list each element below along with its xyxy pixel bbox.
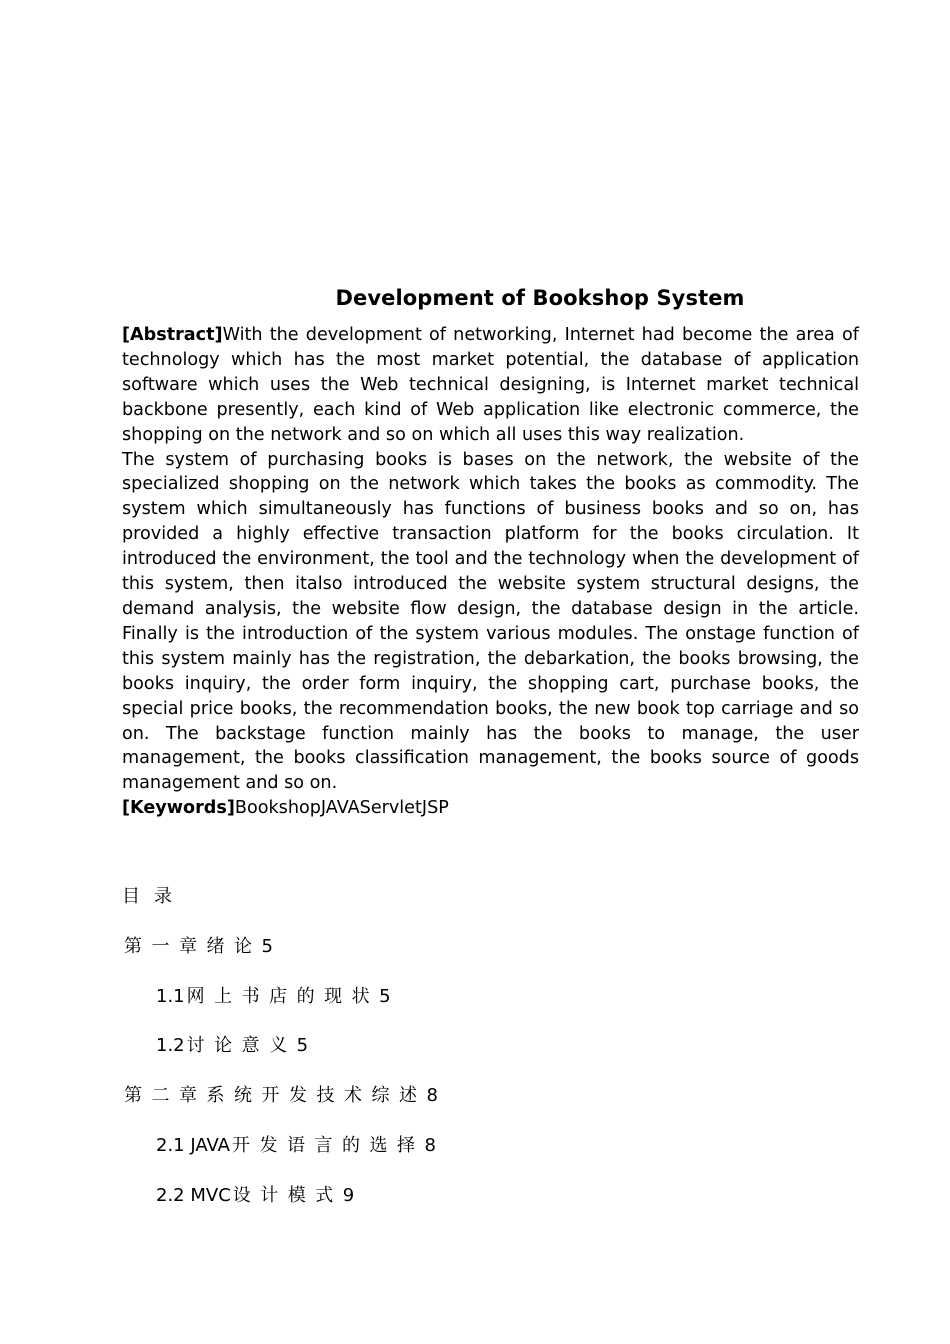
abstract-paragraph-2: The system of purchasing books is bases on the network, the website of the specialized shopping on the network which takes the books as commodity. The system which simultaneously has functions of business books and so on, has provided a highly effective transaction platform for the books circulation. It introduced the environment, the tool and the technology when the development of this system, then italso introduced the website system structural designs, the demand analysis, the website flow design, the database design in the article. Finally is the introduction of the system various modules. The onstage function of this system mainly has the registration, the debarkation, the books browsing, the books inquiry, the order form inquiry, the shopping cart, purchase books, the special price books, the recommendation books, the new book top carriage and so on. The backstage function mainly has the books to manage, the user management, the books classification management, the books source of goods management and so on. [122, 449, 859, 794]
toc-entry-1-1[interactable] [156, 984, 391, 1010]
toc-entry-2-1[interactable] [156, 1133, 436, 1159]
toc-entry-page: 5 [379, 986, 391, 1007]
toc-heading: 目录 [122, 886, 186, 907]
toc-entry-number: 1.2 [156, 1035, 185, 1056]
abstract-label: [Abstract] [122, 325, 223, 345]
toc-entry-chapter-1[interactable] [122, 934, 273, 960]
document-title: Development of Bookshop System [335, 286, 745, 310]
toc-entry-page: 8 [426, 1085, 438, 1106]
keywords-value: BookshopJAVAServletJSP [234, 798, 449, 819]
abstract-paragraph-1 [122, 323, 859, 448]
toc-entry-title: 网上书店的现状 [186, 986, 380, 1007]
abstract-section [122, 323, 859, 821]
toc-entry-title: 讨论意义 [186, 1035, 297, 1056]
keywords-line [122, 796, 859, 821]
toc-entry-page: 9 [342, 1185, 355, 1206]
toc-entry-title: 第一章绪论 [124, 936, 262, 957]
toc-entry-number: 2.2 MVC [156, 1185, 231, 1206]
toc-entry-page: 5 [296, 1035, 309, 1056]
keywords-label: [Keywords] [122, 798, 235, 819]
toc-entry-number: 1.1 [156, 986, 185, 1007]
toc-entry-page: 8 [424, 1135, 436, 1156]
toc-entry-title: 第二章系统开发技术综述 [124, 1085, 427, 1106]
toc-entry-title: 开发语言的选择 [231, 1135, 425, 1156]
toc-entry-chapter-2[interactable] [122, 1083, 438, 1109]
toc-entry-title: 设计模式 [232, 1185, 343, 1206]
toc-entry-1-2[interactable] [156, 1033, 308, 1059]
toc-entry-page: 5 [261, 936, 273, 957]
toc-entry-number: 2.1 JAVA [156, 1135, 230, 1156]
abstract-text-1: With the development of networking, Internet had become the area of technology which has the most market potential, the database of application software which uses the Web technical designing, is Internet market technical backbone presently, each kind of Web application like electronic commerce, the shopping on the network and so on which all uses this way realization. [122, 325, 859, 445]
toc-entry-2-2[interactable] [156, 1183, 354, 1209]
